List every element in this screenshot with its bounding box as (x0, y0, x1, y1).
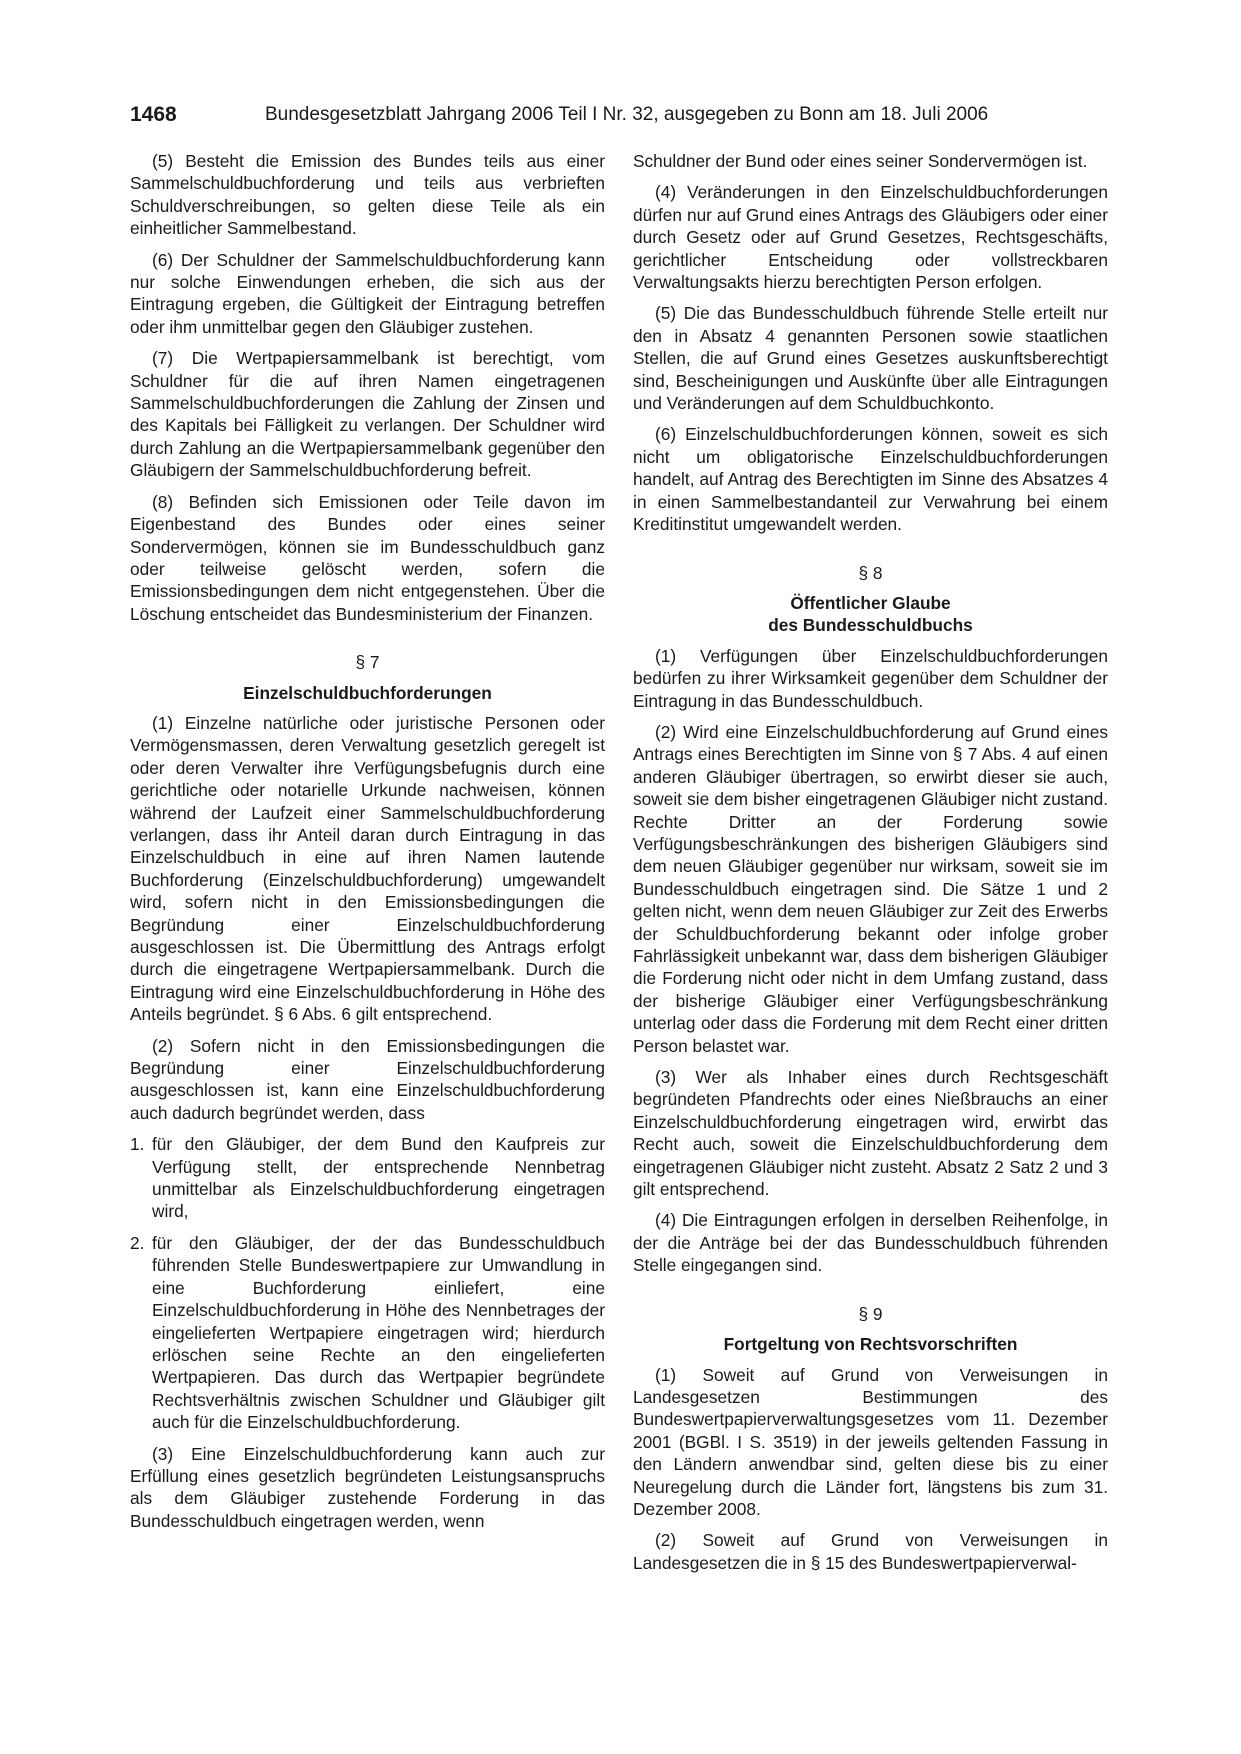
section-8-number: § 8 (858, 562, 883, 583)
list-item-number: 2. (130, 1232, 145, 1253)
paragraph-6-7: (7) Die Wertpapiersammelbank ist berechtigt, vom Schuldner für die auf ihren Namen eingetragenen Sammelschuldbuchforderungen die Zahlung der Zinsen und des Kapitals bei Fälligkeit zu verlangen. Der Schuldner wird durch Zahlung an die Wertpapiersammelbank gegenüber den Gläubigern der Sammelschuldbuchforderung befreit. (130, 348, 605, 481)
paragraph-8-4: (4) Die Eintragungen erfolgen in derselben Reihenfolge, in der die Anträge bei der das Bundesschuldbuch führenden Stelle eingegangen sind. (633, 1210, 1108, 1276)
paragraph-8-1: (1) Verfügungen über Einzelschuldbuchforderungen bedürfen zu ihrer Wirksamkeit gegenüber dem Schuldner der Eintragung in das Bundesschuldbuch. (633, 645, 1108, 711)
paragraph-7-1: (1) Einzelne natürliche oder juristische Personen oder Vermögensmassen, deren Verwaltung gesetzlich geregelt ist oder deren Verwalter ihre Verfügungsbefugnis durch eine gerichtliche oder notarielle Urkunde nachweisen, können während der Laufzeit einer Sammelschuldbuchforderung verlangen, dass ihr Anteil daran durch Eintragung in das Einzelschuldbuch in eine auf ihren Namen lautende Buchforderung (Einzelschuldbuchforderung) umgewandelt wird, sofern nicht in den Emissionsbedingungen die Begründung einer Einzelschuldbuchforderung ausgeschlossen ist. Die Übermittlung des Antrags erfolgt durch die eingetragene Wertpapiersammelbank. Durch die Eintragung wird eine Einzelschuldbuchforderung in Höhe des Anteils begründet. § 6 Abs. 6 gilt entsprechend. (130, 712, 605, 1025)
list-item (130, 1232, 605, 1434)
section-9-title: Fortgeltung von Rechtsvorschriften (723, 1334, 1018, 1355)
paragraph-9-1: (1) Soweit auf Grund von Verweisungen in Landesgesetzen Bestimmungen des Bundeswertpapierverwaltungsgesetzes vom 11. Dezember 2001 (BGBl. I S. 3519) in der jeweils geltenden Fassung in den Ländern anwendbar sind, gelten diese bis zu einer Neuregelung durch die Länder fort, längstens bis zum 31. Dezember 2008. (633, 1364, 1108, 1519)
paragraph-9-2: (2) Soweit auf Grund von Verweisungen in Landesgesetzen die in § 15 des Bundeswertpapierverwal- (633, 1530, 1108, 1573)
paragraph-7-3: (3) Eine Einzelschuldbuchforderung kann auch zur Erfüllung eines gesetzlich begründeten Leistungsanspruchs als dem Gläubiger zustehende Forderung in das Bundesschuldbuch eingetragen werden, wenn (130, 1443, 605, 1531)
right-column (633, 150, 1108, 1583)
paragraph-7-5: (5) Die das Bundesschuldbuch führende Stelle erteilt nur den in Absatz 4 genannten Personen sowie staatlichen Stellen, die auf Grund eines Gesetzes auskunftsberechtigt sind, Bescheinigungen und Auskünfte über alle Eintragungen und Veränderungen auf dem Schuldbuchkonto. (633, 303, 1108, 414)
list-item (130, 1133, 605, 1223)
running-title: Bundesgesetzblatt Jahrgang 2006 Teil I Nr. 32, ausgegeben zu Bonn am 18. Juli 2006 (265, 104, 989, 125)
section-8-title (633, 592, 1108, 637)
left-column (130, 150, 605, 1541)
paragraph-6-6: (6) Der Schuldner der Sammelschuldbuchforderung kann nur solche Einwendungen erheben, die sich aus der Eintragung ergeben, die Gültigkeit der Eintragung betreffen oder ihm unmittelbar gegen den Gläubiger zustehen. (130, 249, 605, 337)
paragraph-8-2: (2) Wird eine Einzelschuldbuchforderung auf Grund eines Antrags eines Berechtigten im Sinne von § 7 Abs. 4 auf einen anderen Gläubiger übertragen, so erwirbt dieser sie auch, soweit sie dem bisher eingetragenen Gläubiger nicht zustand. Rechte Dritter an der Forderung sowie Verfügungsbeschränkungen des bisherigen Gläubigers sind dem neuen Gläubiger gegenüber nur wirksam, soweit sie im Bundesschuldbuch eingetragen sind. Die Sätze 1 und 2 gelten nicht, wenn dem neuen Gläubiger zur Zeit des Erwerbs der Schuldbuchforderung bekannt oder infolge grober Fahrlässigkeit unbekannt war, dass dem bisherigen Gläubiger die Forderung nicht oder nicht in dem Umfang zustand, dass der bisherige Gläubiger einer Verfügungsbeschränkung unterlag oder dass die Forderung mit dem Recht einer dritten Person belastet war. (633, 721, 1108, 1056)
list-item-text: für den Gläubiger, der dem Bund den Kaufpreis zur Verfügung stellt, der entsprechende Nennbetrag unmittelbar als Einzelschuldbuchforderung eingetragen wird, (152, 1134, 605, 1222)
paragraph-7-4: (4) Veränderungen in den Einzelschuldbuchforderungen dürfen nur auf Grund eines Antrags des Gläubigers oder einer durch Gesetz oder auf Grund Gesetzes, Rechtsgeschäfts, gerichtlicher Entscheidung oder vollstreckbaren Verwaltungsakts hierzu berechtigten Person erfolgen. (633, 182, 1108, 293)
paragraph-7-2: (2) Sofern nicht in den Emissionsbedingungen die Begründung einer Einzelschuldbuchforderung ausgeschlossen ist, kann eine Einzelschuldbuchforderung auch dadurch begründet werden, dass (130, 1035, 605, 1123)
list-item-text: für den Gläubiger, der der das Bundesschuldbuch führenden Stelle Bundeswertpapiere zur Umwandlung in eine Buchforderung einliefert, eine Einzelschuldbuchforderung in Höhe des Nennbetrages der eingelieferten Wertpapiere eingetragen wird; hierdurch erlöschen seine Rechte an den eingelieferten Wertpapieren. Das durch das Wertpapier begründete Rechtsverhältnis zwischen Schuldner und Gläubiger gilt auch für die Einzelschuldbuchforderung. (152, 1232, 605, 1433)
section-8-title-line-2: des Bundesschuldbuchs (768, 615, 973, 636)
paragraph-6-8: (8) Befinden sich Emissionen oder Teile davon im Eigenbestand des Bundes oder eines seiner Sondervermögen, können sie im Bundesschuldbuch ganz oder teilweise gelöscht werden, sofern die Emissionsbedingungen dem nicht entgegenstehen. Über die Löschung entscheidet das Bundesministerium der Finanzen. (130, 491, 605, 624)
paragraph-7-3-continued: Schuldner der Bund oder eines seiner Sondervermögen ist. (633, 151, 1088, 171)
page-header (130, 100, 1110, 130)
paragraph-8-3: (3) Wer als Inhaber eines durch Rechtsgeschäft begründeten Pfandrechts oder eines Nießbrauchs an einer Einzelschuldbuchforderung eingetragen wird, erwirbt das Recht auch, soweit die Einzelschuldbuchforderung dem eingetragenen Gläubiger nicht zusteht. Absatz 2 Satz 2 und 3 gilt entsprechend. (633, 1067, 1108, 1200)
section-7-title: Einzelschuldbuchforderungen (243, 682, 492, 703)
paragraph-7-2-list (130, 1133, 605, 1433)
section-8-title-line-1: Öffentlicher Glaube (790, 592, 951, 613)
paragraph-7-6: (6) Einzelschuldbuchforderungen können, soweit es sich nicht um obligatorische Einzelschuldbuchforderungen handelt, auf Antrag des Berechtigten im Sinne des Absatzes 4 in einen Sammelbestandanteil zur Verwahrung bei einem Kreditinstitut umgewandelt werden. (633, 424, 1108, 535)
section-9-number: § 9 (858, 1303, 883, 1324)
list-item-number: 1. (130, 1134, 145, 1155)
paragraph-6-5: (5) Besteht die Emission des Bundes teils aus einer Sammelschuldbuchforderung und teils aus verbrieften Schuldverschreibungen, so gelten diese Teile als ein einheitlicher Sammelbestand. (130, 151, 605, 239)
page-number: 1468 (130, 103, 177, 126)
section-7-number: § 7 (355, 652, 380, 673)
